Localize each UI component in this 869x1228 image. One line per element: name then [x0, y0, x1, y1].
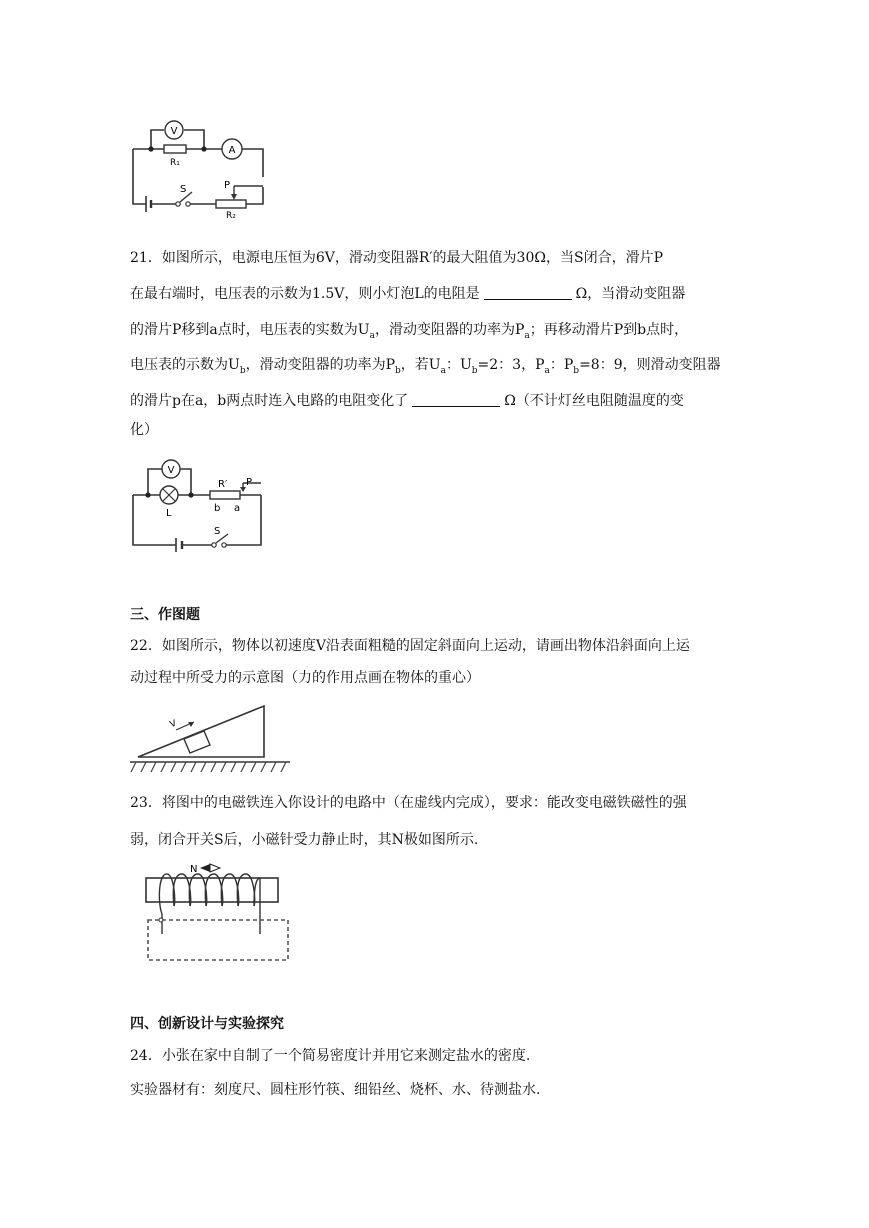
subscript: b: [471, 365, 478, 376]
resistor-r1-label: R₁: [170, 158, 180, 168]
q21-line-4: [130, 355, 721, 381]
velocity-label: V: [168, 718, 179, 731]
section-heading-3: 三、作图题: [130, 607, 200, 623]
q21-line-5a: 的滑片p在a，b两点时连入电路的电阻变化了: [130, 393, 409, 409]
q22-line-1: 22．如图所示，物体以初速度V沿表面粗糙的固定斜面向上运动，请画出物体沿斜面向上运: [130, 638, 690, 654]
q21-line-4a: 电压表的示数为U: [130, 357, 240, 373]
q21-line-4d: ：U: [445, 357, 472, 373]
answer-blank-1[interactable]: [484, 285, 572, 300]
slider-p-label: P: [246, 477, 253, 488]
q23-line-2: 弱，闭合开关S后，小磁针受力静止时，其N极如图所示.: [130, 832, 479, 848]
q21-line-4f: ：P: [549, 357, 574, 373]
answer-blank-2[interactable]: [412, 392, 500, 407]
ammeter-label: A: [228, 145, 236, 156]
q21-line-3: [130, 320, 688, 346]
north-pole-label: N: [190, 864, 198, 875]
q21-line-5b: Ω（不计灯丝电阻随温度的变: [504, 393, 684, 409]
q21-line-5: [130, 391, 684, 411]
q21-line-4c: ，若U: [400, 357, 441, 373]
q21-line-2b: Ω，当滑动变阻器: [575, 286, 686, 302]
q21-line-4g: =8：9，则滑动变阻器: [579, 357, 721, 373]
q21-line-2a: 在最右端时，电压表的示数为1.5V，则小灯泡L的电阻是: [130, 286, 480, 302]
incline-diagram: [128, 700, 293, 778]
point-b-label: b: [214, 503, 221, 514]
q23-line-1: 23．将图中的电磁铁连入你设计的电路中（在虚线内完成），要求：能改变电磁铁磁性的强: [130, 795, 687, 811]
section-heading-4: 四、创新设计与实验探究: [130, 1016, 284, 1032]
subscript: a: [544, 365, 550, 376]
rheostat-label: R′: [218, 479, 228, 490]
q24-line-1: 24．小张在家中自制了一个简易密度计并用它来测定盐水的密度.: [130, 1048, 531, 1064]
point-a-label: a: [234, 503, 241, 514]
slider-p-label: P: [224, 180, 231, 191]
q21-line-6: 化）: [130, 422, 158, 438]
circuit-diagram-2: [128, 452, 268, 554]
circuit-diagram-1: [128, 112, 273, 224]
q21-line-2: [130, 284, 685, 304]
q21-line-4e: =2：3，P: [477, 357, 545, 373]
lamp-l-label: L: [166, 508, 172, 519]
q21-line-1: 21．如图所示，电源电压恒为6V，滑动变阻器R′的最大阻值为30Ω，当S闭合，滑片P: [130, 250, 663, 266]
q21-line-3c: ；再移动滑片P到b点时，: [529, 322, 689, 338]
switch-s-label: S: [180, 184, 187, 195]
resistor-r2-label: R₂: [226, 211, 236, 221]
switch-s-label: S: [214, 526, 221, 537]
voltmeter-label: V: [170, 126, 178, 137]
subscript: b: [573, 365, 580, 376]
q21-line-4b: ，滑动变阻器的功率为P: [245, 357, 395, 373]
q24-line-2: 实验器材有：刻度尺、圆柱形竹筷、细铅丝、烧杯、水、待测盐水.: [130, 1082, 541, 1098]
q22-line-2: 动过程中所受力的示意图（力的作用点画在物体的重心）: [130, 670, 480, 686]
q21-line-3b: ，滑动变阻器的功率为P: [374, 322, 525, 338]
voltmeter-label: V: [167, 465, 175, 476]
electromagnet-diagram: [140, 858, 300, 966]
subscript: b: [395, 365, 401, 376]
subscript: a: [524, 330, 530, 341]
subscript: a: [440, 365, 446, 376]
q21-line-3a: 的滑片P移到a点时，电压表的实数为U: [130, 322, 370, 338]
subscript: a: [369, 330, 375, 341]
subscript: b: [239, 365, 246, 376]
